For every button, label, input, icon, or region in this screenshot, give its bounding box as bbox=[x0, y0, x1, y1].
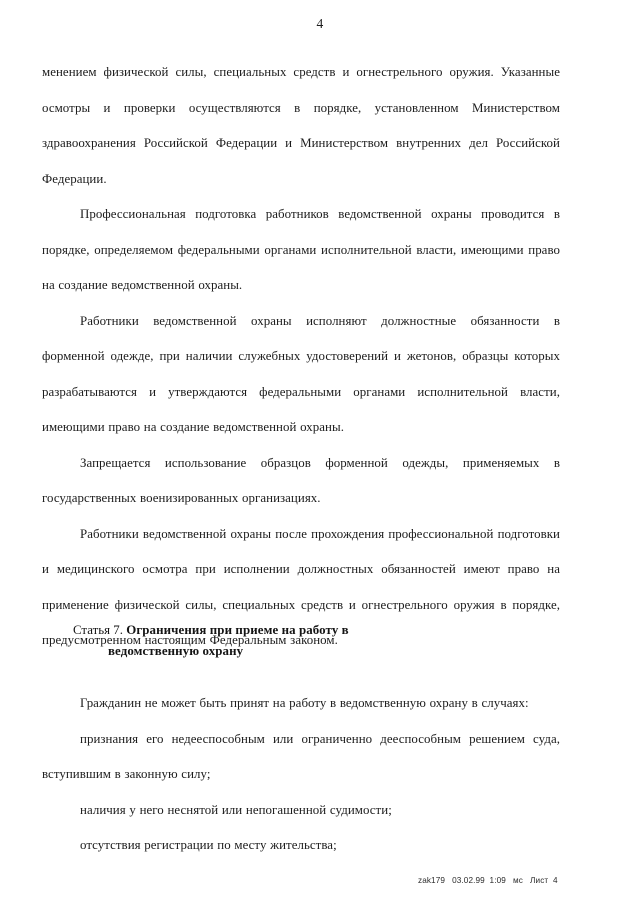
page-number: 4 bbox=[316, 16, 324, 31]
paragraph-force-rights: Работники ведомственной охраны после прохождения профессиональной подготовки и медицинского осмотра при исполнении должностных обязанностей имеют право на применение физической силы, специальных средств и огнестрельного оружия в порядке, предусмотренном настоящим Федеральным законом. bbox=[42, 526, 560, 647]
list-item-registration: отсутствия регистрации по месту жительства; bbox=[80, 838, 337, 852]
lower-text-block bbox=[42, 686, 560, 864]
list-item-conviction: наличия у него неснятой или непогашенной судимости; bbox=[80, 802, 392, 817]
scan-footer-stamp: zak179 03.02.99 1:09 мс Лист 4 bbox=[418, 876, 558, 885]
body-text-block bbox=[42, 55, 560, 659]
paragraph-uniform-prohibition: Запрещается использование образцов форменной одежды, применяемых в государственных военизированных организациях. bbox=[42, 455, 560, 505]
paragraph-citizen-intro: Гражданин не может быть принят на работу в ведомственную охрану в случаях: bbox=[80, 696, 529, 710]
article-heading bbox=[73, 620, 493, 662]
paragraph-professional-training: Профессиональная подготовка работников ведомственной охраны проводится в порядке, определяемом федеральными органами исполнительной власти, имеющими право на создание ведомственной охраны. bbox=[42, 207, 560, 292]
paragraph-continuation: менением физической силы, специальных средств и огнестрельного оружия. Указанные осмотры и проверки осуществляются в порядке, установленном Министерством здравоохранения Российской Федерации и Министерством внутренних дел Российской Федерации. bbox=[42, 65, 560, 186]
article-title-line-2: ведомственную охрану bbox=[108, 644, 244, 658]
paragraph-uniform-duties: Работники ведомственной охраны исполняют должностные обязанности в форменной одежде, при наличии служебных удостоверений и жетонов, образцы которых разрабатываются и утверждаются федеральными органами исполнительной власти, имеющими право на создание ведомственной охраны. bbox=[42, 313, 560, 434]
list-item-incapacity: признания его недееспособным или ограниченно дееспособным решением суда, вступившим в законную силу; bbox=[42, 731, 560, 781]
article-title-line-1: Ограничения при приеме на работу в bbox=[126, 623, 349, 637]
article-number: Статья 7. bbox=[73, 623, 123, 637]
